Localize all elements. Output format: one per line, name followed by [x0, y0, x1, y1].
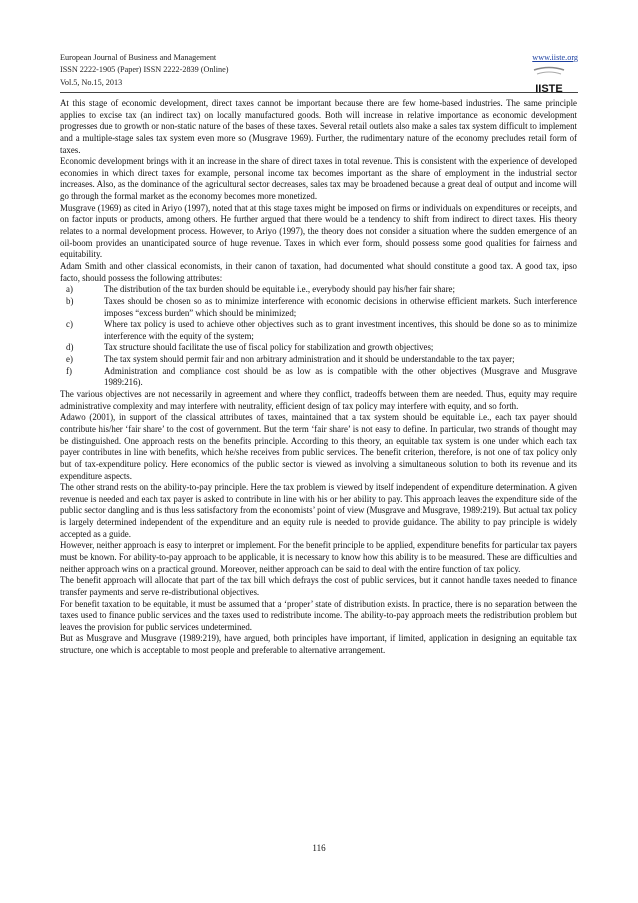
list-item: [60, 342, 577, 354]
list-text: Where tax policy is used to achieve other objectives such as to grant investment incentives, this should be done so as to minimize interference with the equity of the system;: [104, 319, 577, 341]
journal-name: European Journal of Business and Management: [60, 53, 217, 62]
body-paragraph: But as Musgrave and Musgrave (1989:219), have argued, both principles have important, if limited, application in designing an equitable tax structure, one which is acceptable to most people and preferable to alternative arrangement.: [60, 633, 577, 656]
list-marker: e): [66, 354, 73, 365]
list-item: [60, 354, 577, 366]
list-item: [60, 296, 577, 319]
logo-text: IISTE: [535, 83, 563, 95]
list-text: Taxes should be chosen so as to minimize interference with economic decisions in otherwise efficient markets. Such interference imposes “excess burden” which should be minimized;: [104, 295, 577, 318]
body-paragraph: Adawo (2001), in support of the classical attributes of taxes, maintained that a tax system should be equitable i.e., each tax payer should contribute his/her ‘fair share’ to the cost of government. But the term ‘fair share’ is not easy to define. In particular, two strands of thought may be distinguished. One approach rests on the benefits principle. According to this theory, an equitable tax system is one under which each tax payer contributes in line with benefits, which he/she receives from public services. The benefit criterion, therefore, is not one of tax policy only but of tax-expenditure policy. Here economics of the public sector is viewed as involving a simultaneous solution to both its revenue and its expenditure aspects.: [60, 412, 577, 481]
running-header: [60, 52, 578, 89]
body-paragraph: Economic development brings with it an increase in the share of direct taxes in total revenue. This is consistent with the experience of developed economies in which direct taxes for example, personal income tax becomes important as the share of employment in the industrial sector increases. Also, as the dominance of the agricultural sector decreases, sales tax may be broadened because a great deal of output and income will go through the formal market as the economy becomes more monetized.: [60, 156, 577, 202]
list-marker: a): [66, 284, 73, 295]
list-text: The tax system should permit fair and non arbitrary administration and it should be understandable to the tax payer;: [104, 354, 515, 365]
page-number: 116: [312, 843, 326, 853]
iiste-logo: [531, 66, 567, 100]
body-paragraph: The benefit approach will allocate that part of the tax bill which defrays the cost of public services, but it cannot handle taxes needed to finance transfer payments and serve re-distributional objectives.: [60, 575, 577, 597]
list-marker: f): [66, 365, 72, 376]
issn-line: ISSN 2222-1905 (Paper) ISSN 2222-2839 (Online): [60, 65, 229, 75]
body-paragraph: The various objectives are not necessarily in agreement and where they conflict, tradeoffs between them are needed. Thus, equity may require administrative complexity and may interfere with neutrality, efficient design of tax policy may interfere with equity, and so forth.: [60, 389, 577, 411]
list-text: The distribution of the tax burden should be equitable i.e., everybody should pay his/her fair share;: [104, 284, 455, 295]
list-text: Tax structure should facilitate the use of fiscal policy for stabilization and growth objectives;: [104, 342, 434, 353]
list-marker: d): [66, 342, 74, 353]
list-item: [60, 319, 577, 342]
body-paragraph: For benefit taxation to be equitable, it must be assumed that a ‘proper’ state of distribution exists. In practice, there is no separation between the taxes used to finance public services and the taxes used to redistribute income. The ability-to-pay approach meets the redistribution problem but leaves the provision for public services undetermined.: [60, 598, 577, 632]
list-item: [60, 366, 577, 389]
body-paragraph: Adam Smith and other classical economists, in their canon of taxation, had documented what should constitute a good tax. A good tax, ipso facto, should possess the following attributes:: [60, 260, 577, 283]
list-text: Administration and compliance cost should be as low as is compatible with the other objectives (Musgrave and Musgrave 1989:216).: [104, 365, 577, 388]
good-tax-attributes-list: [60, 284, 577, 389]
body-paragraph: At this stage of economic development, direct taxes cannot be important because there are few home-based industries. The same principle applies to excise tax (an indirect tax) on locally manufactured goods. Both will increase in relative importance as economic development progresses due to growth or non-static nature of the bases of these taxes. Several retail outlets also make a sales tax system difficult to implement and a multiple-stage sales tax system even more so (Musgrave 1969). Further, the rudimentary nature of the economy precludes retail form of taxes.: [60, 98, 577, 155]
body-paragraph: The other strand rests on the ability-to-pay principle. Here the tax problem is viewed by itself independent of expenditure determination. A given revenue is needed and each tax payer is asked to contribute in line with his or her ability to pay. This approach leaves the expenditure side of the public sector dangling and is thus less satisfactory from the economists’ point of view (Musgrave and Musgrave, 1989:219). But actual tax policy is largely determined independent of the expenditure and an equity rule is needed to provide guidance. The ability to pay principle is widely accepted as a guide.: [60, 482, 577, 539]
journal-url-link[interactable]: www.iiste.org: [532, 53, 578, 62]
article-body: [60, 98, 577, 657]
list-marker: b): [66, 295, 74, 306]
volume-line: Vol.5, No.15, 2013: [60, 77, 123, 87]
body-paragraph: However, neither approach is easy to interpret or implement. For the benefit principle to be applied, expenditure benefits for particular tax payers must be known. For ability-to-pay approach to be applicable, it is necessary to know how this ability is to be measured. These are difficulties and neither approach wins on a practical ground. Moreover, neither approach can be said to deal with the entire function of tax policy.: [60, 540, 577, 574]
list-marker: c): [66, 319, 73, 330]
header-rule: [60, 92, 578, 93]
list-item: [60, 284, 577, 296]
body-paragraph: Musgrave (1969) as cited in Ariyo (1997), noted that at this stage taxes might be imposed on firms or individuals on expenditures or receipts, and on factor inputs or products, among others. He further argued that there would be a tendency to shift from indirect to direct taxes. His theory relates to a normal development process. However, to Ariyo (1997), the theory does not consider a situation where the sudden emergence of an oil-boom provides an unanticipated source of huge revenue. Taxes in which ever form, should possess some good qualities for fairness and equitability.: [60, 202, 577, 260]
